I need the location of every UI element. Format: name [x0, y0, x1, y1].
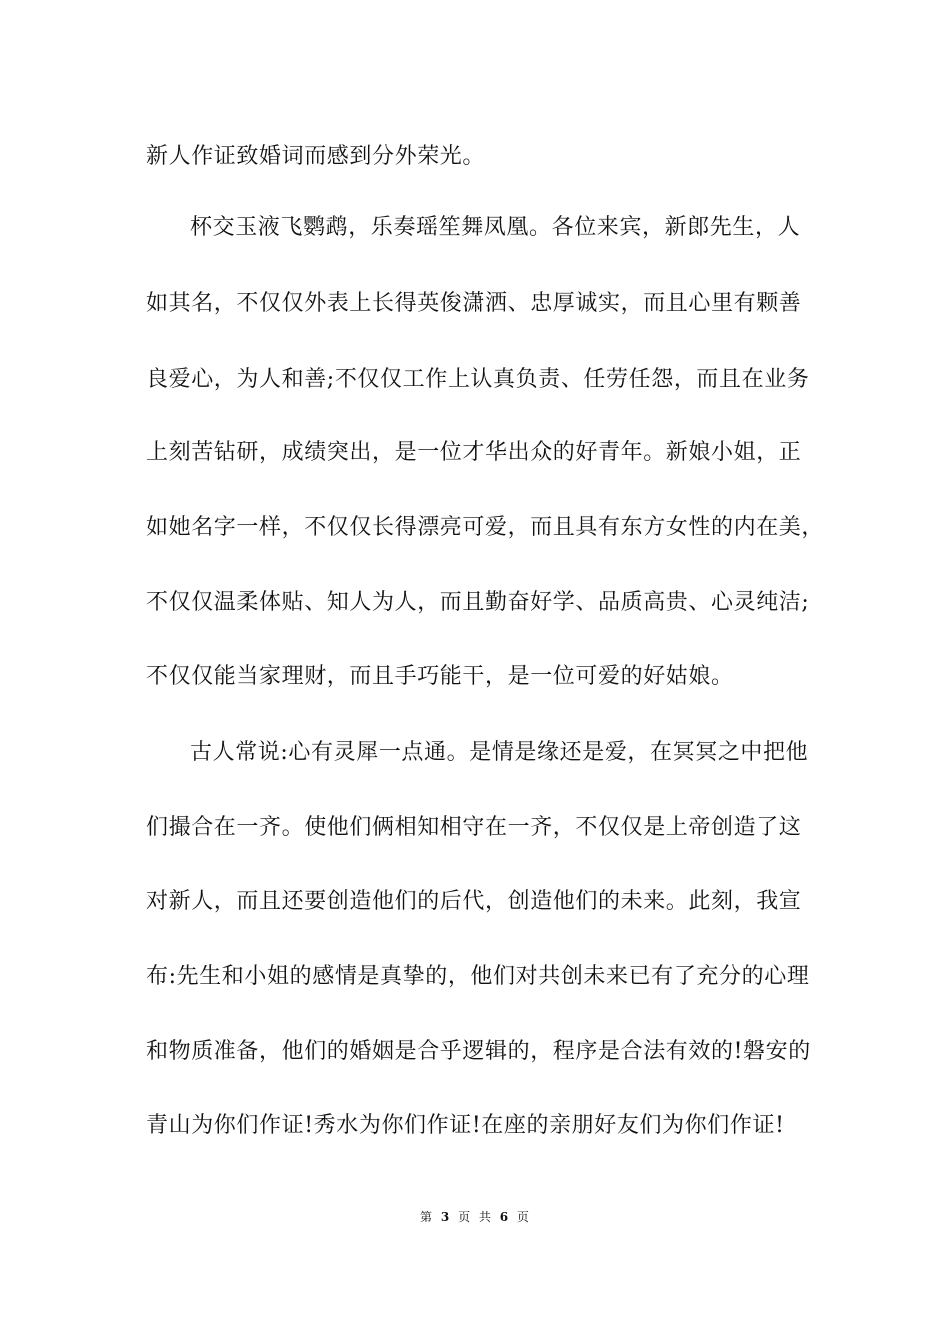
- text-line: 上刻苦钻研，成绩突出，是一位才华出众的好青年。新娘小姐，正: [146, 440, 802, 465]
- text-line: 布:先生和小姐的感情是真挚的，他们对共创未来已有了充分的心理: [146, 964, 810, 989]
- text-line: 如其名，不仅仅外表上长得英俊潇洒、忠厚诚实，而且心里有颗善: [146, 291, 802, 316]
- text-line: 新人作证致婚词而感到分外荣光。: [146, 144, 486, 169]
- footer-suffix: 页: [516, 1210, 530, 1224]
- footer-prefix: 第: [420, 1210, 434, 1224]
- text-line: 良爱心，为人和善;不仅仅工作上认真负责、任劳任怨，而且在业务: [146, 367, 810, 392]
- footer-middle: 页 共: [458, 1210, 492, 1224]
- total-pages-number: 6: [499, 1210, 510, 1224]
- text-line: 不仅仅温柔体贴、知人为人，而且勤奋好学、品质高贵、心灵纯洁;: [146, 590, 810, 615]
- current-page-number: 3: [440, 1210, 451, 1224]
- text-line: 如她名字一样，不仅仅长得漂亮可爱，而且具有东方女性的内在美，: [146, 515, 825, 540]
- text-line: 对新人，而且还要创造他们的后代，创造他们的未来。此刻，我宣: [146, 889, 802, 914]
- text-line: 不仅仅能当家理财，而且手巧能干，是一位可爱的好姑娘。: [146, 664, 734, 689]
- text-line: 古人常说:心有灵犀一点通。是情是缘还是爱，在冥冥之中把他: [190, 740, 809, 765]
- page-footer: [0, 1209, 950, 1225]
- text-line: 和物质准备，他们的婚姻是合乎逻辑的，程序是合法有效的!磐安的: [146, 1039, 811, 1064]
- text-line: 们撮合在一齐。使他们俩相知相守在一齐，不仅仅是上帝创造了这: [146, 815, 802, 840]
- text-line: 青山为你们作证!秀水为你们作证!在座的亲朋好友们为你们作证!: [146, 1113, 785, 1138]
- text-line: 杯交玉液飞鹦鹉，乐奏瑶笙舞凤凰。各位来宾，新郎先生，人: [190, 215, 801, 240]
